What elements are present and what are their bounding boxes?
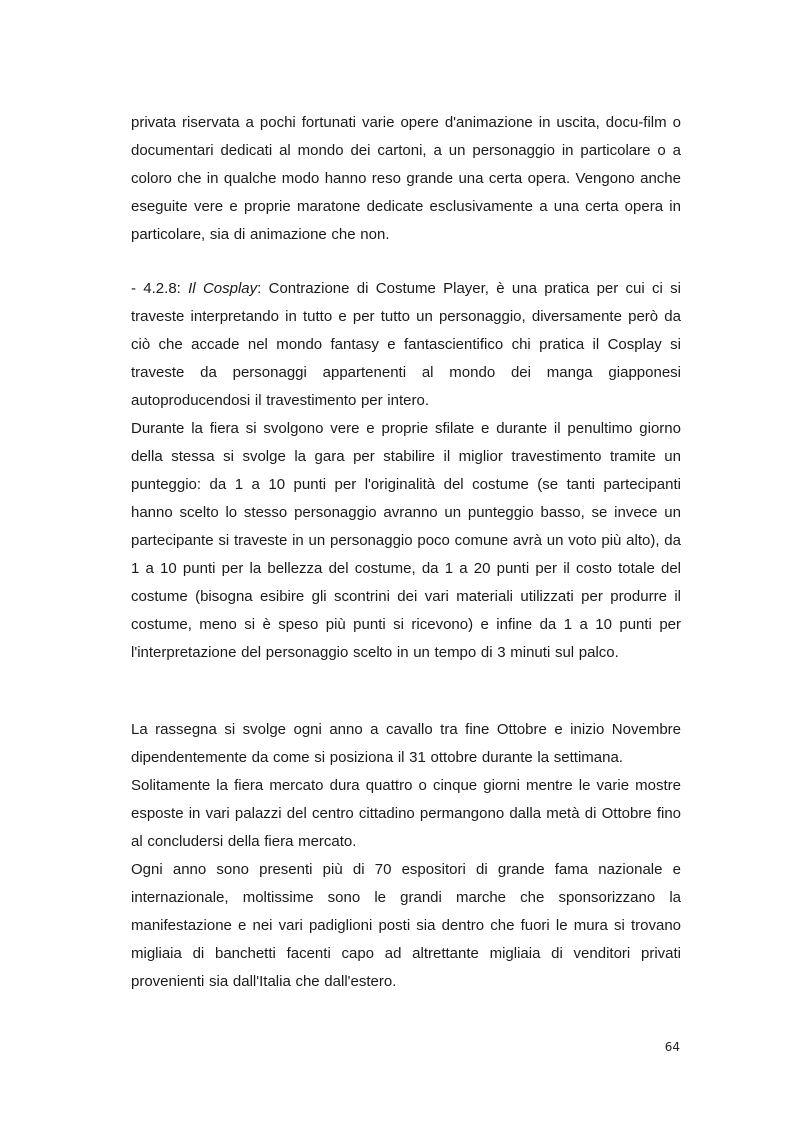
section-number: - 4.2.8:: [131, 280, 189, 297]
paragraph-cosplay-contest: Durante la fiera si svolgono vere e proprie sfilate e durante il penultimo giorno della stessa si svolge la gara per stabilire il miglior travestimento tramite un punteggio: da 1 a 10 punti per l'originalità del costume (se tanti partecipanti hanno scelto lo stesso personaggio avranno un punteggio basso, se invece un partecipante si traveste in un personaggio poco comune avrà un voto più alto), da 1 a 10 punti per la bellezza del costume, da 1 a 20 punti per il costo totale del costume (bisogna esibire gli scontrini dei vari materiali utilizzati per produrre il costume, meno si è speso più punti si ricevono) e infine da 1 a 10 punti per l'interpretazione del personaggio scelto in un tempo di 3 minuti sul palco.: [131, 420, 681, 661]
paragraph-exhibitors: Ogni anno sono presenti più di 70 espositori di grande fama nazionale e internazionale, moltissime sono le grandi marche che sponsorizzano la manifestazione e nei vari padiglioni posti sia dentro che fuori le mura si trovano migliaia di banchetti facenti capo ad altrettante migliaia di venditori privati provenienti sia dall'Italia che dall'estero.: [131, 861, 681, 990]
text-section-3: [131, 716, 681, 996]
text-section-2: [131, 275, 681, 667]
text-section-1: [131, 109, 681, 249]
page-number: 64: [664, 1040, 680, 1054]
section-title-cosplay: Il Cosplay: [188, 280, 258, 297]
paragraph-anime-screenings: privata riservata a pochi fortunati varie opere d'animazione in uscita, docu-film o documentari dedicati al mondo dei cartoni, a un personaggio in particolare o a coloro che in qualche modo hanno reso grande una certa opera. Vengono anche eseguite vere e proprie maratone dedicate esclusivamente a una certa opera in particolare, sia di animazione che non.: [131, 114, 681, 243]
paragraph-event-dates: La rassegna si svolge ogni anno a cavallo tra fine Ottobre e inizio Novembre dipendentemente da come si posiziona il 31 ottobre durante la settimana.: [131, 721, 681, 766]
paragraph-cosplay-intro: [131, 275, 681, 415]
paragraph-fair-duration: Solitamente la fiera mercato dura quattro o cinque giorni mentre le varie mostre esposte in vari palazzi del centro cittadino permangono dalla metà di Ottobre fino al concludersi della fiera mercato.: [131, 777, 681, 850]
cosplay-definition: : Contrazione di Costume Player, è una pratica per cui ci si traveste interpretando in tutto e per tutto un personaggio, diversamente però da ciò che accade nel mondo fantasy e fantascientifico chi pratica il Cosplay si traveste da personaggi appartenenti al mondo dei manga giapponesi autoproducendosi il travestimento per intero.: [131, 280, 682, 409]
